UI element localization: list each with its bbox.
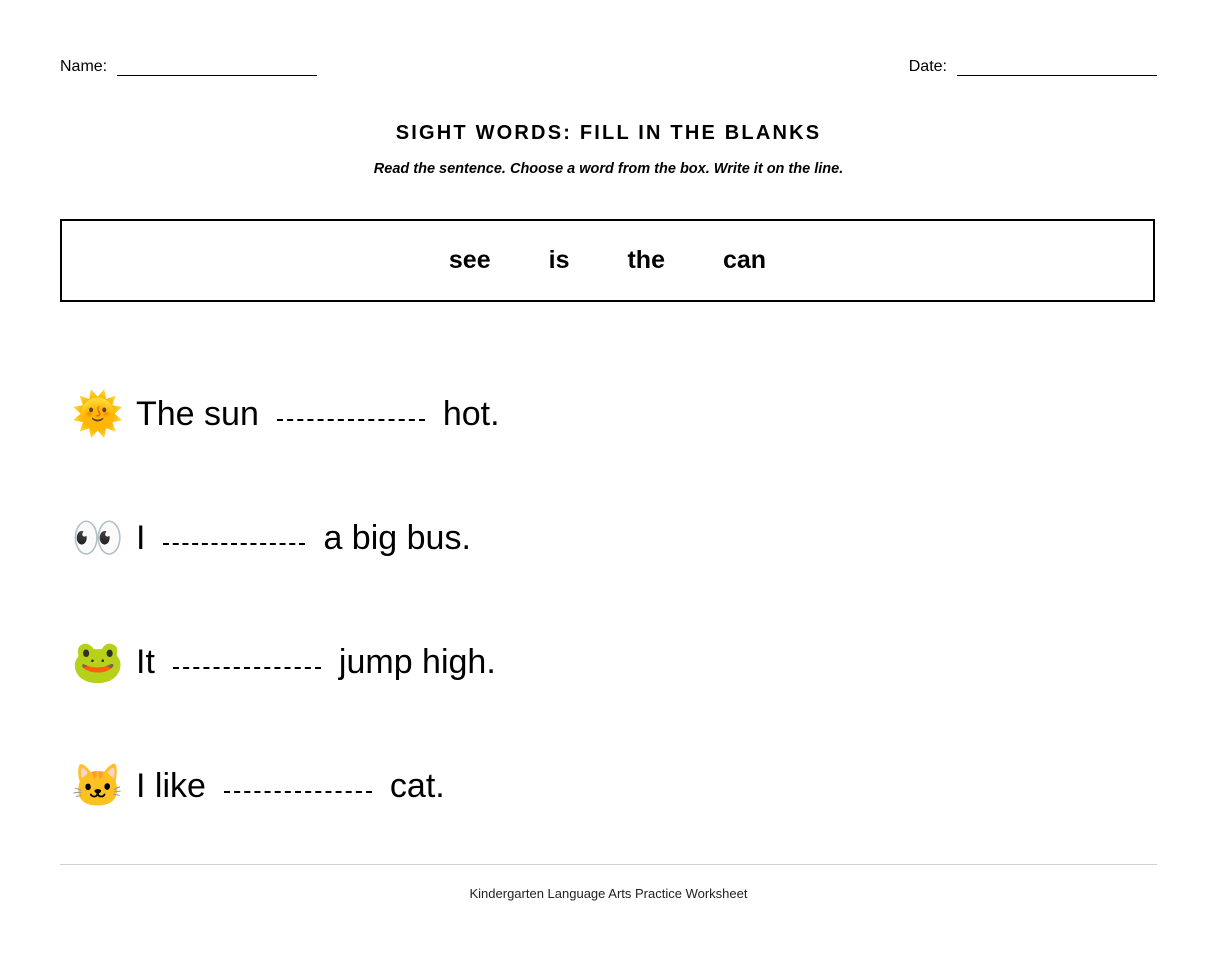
sentence-text — [136, 767, 445, 806]
name-label: Name: — [60, 58, 108, 75]
answer-blank[interactable] — [163, 542, 305, 545]
sentence-suffix: hot. — [442, 394, 500, 433]
footer-text: Kindergarten Language Arts Practice Worksheet — [469, 886, 748, 901]
sentence-text — [136, 395, 500, 434]
word-bank-item[interactable]: see — [448, 246, 491, 274]
sentence-text — [136, 519, 471, 558]
answer-blank[interactable] — [224, 790, 372, 793]
date-field-group — [909, 58, 1157, 76]
word-bank-item[interactable]: the — [627, 246, 665, 274]
sentence-text — [136, 643, 496, 682]
sentence-prefix: It — [136, 642, 155, 681]
frog-emoji: 🐸 — [71, 638, 125, 685]
footer-divider — [60, 864, 1157, 865]
word-bank-item[interactable]: is — [548, 246, 570, 274]
cat-emoji: 🐱 — [71, 762, 125, 809]
answer-blank[interactable] — [173, 666, 321, 669]
sentence-list — [60, 352, 1157, 848]
name-field-group — [60, 58, 317, 76]
name-write-line[interactable] — [117, 59, 317, 76]
page-subtitle: Read the sentence. Choose a word from the box. Write it on the line. — [373, 161, 844, 177]
sentence-prefix: I like — [136, 766, 206, 805]
word-bank-item[interactable]: can — [722, 246, 767, 274]
student-info-row — [60, 58, 1157, 88]
sun-emoji: 🌞 — [71, 390, 125, 437]
sentence-row — [60, 724, 1157, 848]
sentence-row — [60, 476, 1157, 600]
word-bank — [60, 219, 1155, 302]
date-label: Date: — [908, 58, 947, 75]
eyes-emoji: 👀 — [71, 514, 125, 561]
answer-blank[interactable] — [277, 418, 425, 421]
date-write-line[interactable] — [957, 59, 1157, 76]
sentence-suffix: jump high. — [338, 642, 496, 681]
sentence-row — [60, 352, 1157, 476]
sentence-suffix: a big bus. — [323, 518, 471, 557]
sentence-prefix: I — [136, 518, 146, 557]
sentence-row — [60, 600, 1157, 724]
sentence-prefix: The sun — [136, 394, 259, 433]
sentence-suffix: cat. — [389, 766, 445, 805]
page-title: SIGHT WORDS: FILL IN THE BLANKS — [395, 122, 822, 144]
